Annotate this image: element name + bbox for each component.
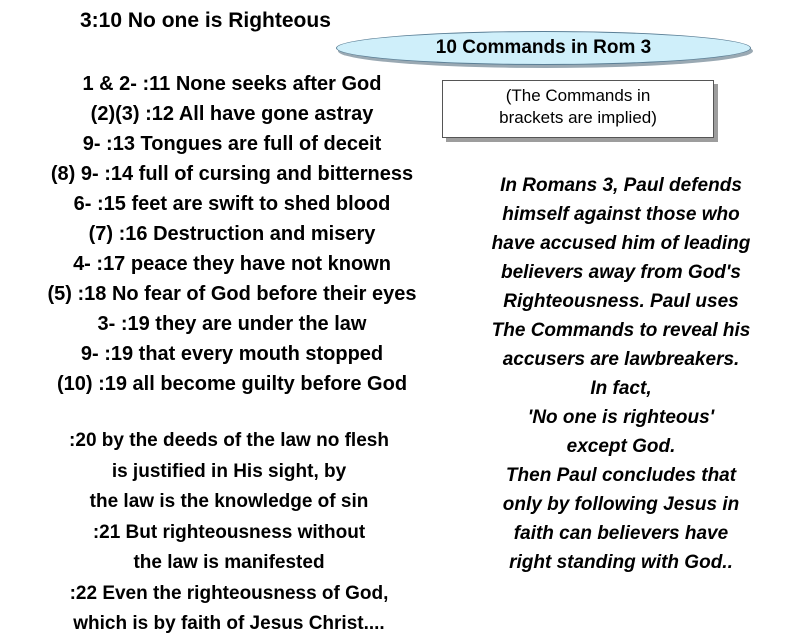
verse-list [2,69,462,399]
commentary-line: In fact, [590,378,652,399]
verse-line: (7) :16 Destruction and misery [88,223,376,245]
commentary-line: accusers are lawbreakers. [502,349,740,370]
verse-line: 1 & 2- :11 None seeks after God [82,73,382,95]
commentary-line: have accused him of leading [491,233,751,254]
verse-line: (10) :19 all become guilty before God [56,373,408,395]
verse-line: 3- :19 they are under the law [97,313,367,335]
commentary-line: believers away from God's [500,262,741,283]
verse-line: 6- :15 feet are swift to shed blood [73,193,391,215]
passage-line: the law is manifested [133,552,325,573]
verse-line: 4- :17 peace they have not known [73,253,391,275]
verse-line: (2)(3) :12 All have gone astray [90,103,374,125]
commentary-line: faith can believers have [513,523,729,544]
commentary-line: except God. [566,436,676,457]
commentary-line: 'No one is righteous' [527,407,715,428]
commentary-line: right standing with God.. [509,552,733,573]
verse-line: 9- :19 that every mouth stopped [80,343,384,365]
verse-line: (8) 9- :14 full of cursing and bitterness [50,163,414,185]
commentary-text [448,171,794,577]
note-line: brackets are implied) [499,108,657,127]
slide-title: 3:10 No one is Righteous [80,9,331,32]
passage-line: :21 But righteousness without [92,521,366,543]
passage-list [0,426,458,640]
banner-oval [336,31,751,65]
commentary-line: Righteousness. Paul uses [503,291,739,312]
note-line: (The Commands in [505,86,651,105]
passage-line: which is by faith of Jesus Christ.... [73,613,385,634]
verse-line: 9- :13 Tongues are full of deceit [82,133,382,155]
commentary-line: Then Paul concludes that [505,465,737,486]
commentary-line: The Commands to reveal his [491,320,751,341]
passage-line: :22 Even the righteousness of God, [69,582,389,604]
passage-line: is justified in His sight, by [111,460,347,482]
commentary-line: himself against those who [502,204,740,225]
banner-label: 10 Commands in Rom 3 [435,37,652,58]
passage-line: the law is the knowledge of sin [89,491,369,512]
verse-line: (5) :18 No fear of God before their eyes [47,283,417,305]
commentary-line: In Romans 3, Paul defends [500,175,742,196]
passage-line: :20 by the deeds of the law no flesh [69,430,389,451]
commentary-line: only by following Jesus in [502,494,740,515]
note-box [442,80,714,138]
